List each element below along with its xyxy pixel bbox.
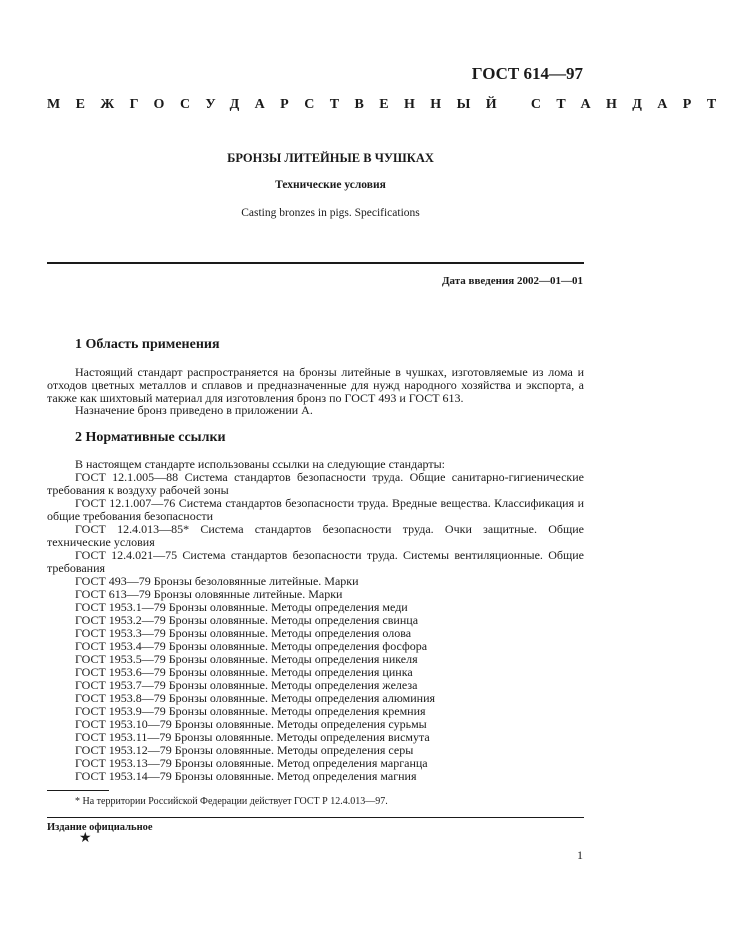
reference-item: ГОСТ 12.1.005—88 Система стандартов безопасности труда. Общие санитарно-гигиенические требования к воздуху рабочей зоны [47, 470, 584, 497]
reference-item: ГОСТ 613—79 Бронзы оловянные литейные. Марки [75, 587, 343, 601]
reference-item: ГОСТ 12.1.007—76 Система стандартов безопасности труда. Вредные вещества. Классификация и общие требования безопасности [47, 496, 584, 523]
reference-item: ГОСТ 1953.11—79 Бронзы оловянные. Методы определения висмута [75, 730, 430, 744]
section-heading-scope: 1 Область применения [75, 337, 220, 352]
reference-item: ГОСТ 1953.13—79 Бронзы оловянные. Метод определения марганца [75, 756, 428, 770]
footnote-divider [47, 790, 109, 791]
footnote: * На территории Российской Федерации действует ГОСТ Р 12.4.013—97. [75, 796, 388, 807]
reference-item: ГОСТ 1953.3—79 Бронзы оловянные. Методы определения олова [75, 626, 412, 640]
document-title: БРОНЗЫ ЛИТЕЙНЫЕ В ЧУШКАХ [227, 151, 434, 165]
page-number: 1 [577, 848, 583, 862]
reference-item: ГОСТ 1953.8—79 Бронзы оловянные. Методы определения алюминия [75, 691, 436, 705]
section-heading-references: 2 Нормативные ссылки [75, 430, 226, 445]
scope-paragraph: Настоящий стандарт распространяется на бронзы литейные в чушках, изготовляемые из лома и отходов цветных металлов и сплавов и предназначенные для нужд народного хозяйства и экспорта, а также как шихтовый материал для изготовления бронз по ГОСТ 493 и ГОСТ 613. [47, 365, 584, 405]
references-intro: В настоящем стандарте использованы ссылки на следующие стандарты: [75, 457, 446, 471]
standard-number: ГОСТ 614—97 [471, 64, 583, 83]
references-list [47, 471, 584, 783]
scope-note-paragraph: Назначение бронз приведено в приложении А. [75, 403, 313, 417]
bottom-divider [47, 817, 584, 818]
reference-item: ГОСТ 1953.7—79 Бронзы оловянные. Методы определения железа [75, 678, 418, 692]
reference-item: ГОСТ 493—79 Бронзы безоловянные литейные. Марки [75, 574, 359, 588]
header-band: МЕЖГОСУДАРСТВЕННЫЙ СТАНДАРТ [47, 97, 732, 112]
document-subtitle: Технические условия [275, 179, 386, 191]
reference-item: ГОСТ 1953.1—79 Бронзы оловянные. Методы определения меди [75, 600, 408, 614]
introduction-date: Дата введения 2002—01—01 [441, 275, 583, 287]
reference-item: ГОСТ 1953.6—79 Бронзы оловянные. Методы определения цинка [75, 665, 413, 679]
reference-item: ГОСТ 1953.10—79 Бронзы оловянные. Методы определения сурьмы [75, 717, 427, 731]
reference-item: ГОСТ 12.4.013—85* Система стандартов безопасности труда. Очки защитные. Общие технические условия [47, 522, 584, 549]
star-icon: ★ [79, 831, 92, 846]
reference-item: ГОСТ 1953.4—79 Бронзы оловянные. Методы определения фосфора [75, 639, 428, 653]
english-title: Casting bronzes in pigs. Specifications [241, 207, 420, 219]
reference-item: ГОСТ 1953.14—79 Бронзы оловянные. Метод определения магния [75, 769, 417, 783]
edition-label: Издание официальное [47, 822, 153, 833]
reference-item: ГОСТ 1953.5—79 Бронзы оловянные. Методы определения никеля [75, 652, 418, 666]
reference-item: ГОСТ 1953.12—79 Бронзы оловянные. Методы определения серы [75, 743, 414, 757]
reference-item: ГОСТ 1953.9—79 Бронзы оловянные. Методы определения кремния [75, 704, 426, 718]
reference-item: ГОСТ 12.4.021—75 Система стандартов безопасности труда. Системы вентиляционные. Общие требования [47, 548, 584, 575]
reference-item: ГОСТ 1953.2—79 Бронзы оловянные. Методы определения свинца [75, 613, 419, 627]
top-divider [47, 262, 584, 264]
